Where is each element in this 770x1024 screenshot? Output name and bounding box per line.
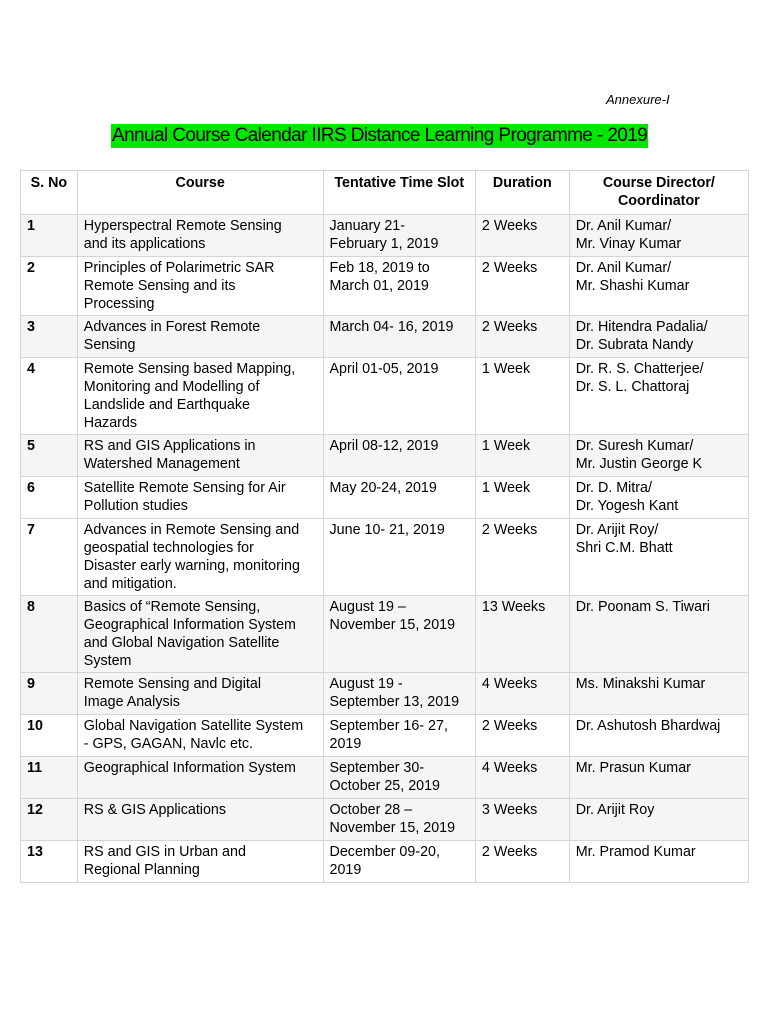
cell-director: Dr. Ashutosh Bhardwaj — [569, 715, 748, 757]
cell-sno: 2 — [21, 257, 78, 316]
table-row — [21, 757, 749, 799]
cell-sno: 1 — [21, 215, 78, 257]
header-course: Course — [77, 171, 323, 215]
cell-sno: 11 — [21, 757, 78, 799]
cell-slot: December 09-20, 2019 — [323, 841, 475, 883]
cell-duration: 2 Weeks — [475, 841, 569, 883]
cell-course: Hyperspectral Remote Sensing and its applications — [77, 215, 323, 257]
cell-course: RS and GIS in Urban and Regional Planning — [77, 841, 323, 883]
cell-course: Remote Sensing and Digital Image Analysis — [77, 673, 323, 715]
cell-course: RS and GIS Applications in Watershed Management — [77, 435, 323, 477]
cell-duration: 4 Weeks — [475, 757, 569, 799]
cell-sno: 5 — [21, 435, 78, 477]
cell-sno: 3 — [21, 316, 78, 358]
table-row — [21, 316, 749, 358]
page-title: Annual Course Calendar IIRS Distance Learning Programme - 2019 — [112, 125, 648, 146]
cell-duration: 2 Weeks — [475, 257, 569, 316]
cell-sno: 10 — [21, 715, 78, 757]
cell-sno: 7 — [21, 519, 78, 596]
cell-duration: 2 Weeks — [475, 215, 569, 257]
cell-director: Dr. Arijit Roy — [569, 799, 748, 841]
table-row — [21, 715, 749, 757]
cell-director: Dr. Arijit Roy/ Shri C.M. Bhatt — [569, 519, 748, 596]
cell-duration: 4 Weeks — [475, 673, 569, 715]
cell-sno: 6 — [21, 477, 78, 519]
cell-course: Global Navigation Satellite System - GPS, GAGAN, Navlc etc. — [77, 715, 323, 757]
cell-slot: April 01-05, 2019 — [323, 358, 475, 435]
cell-duration: 1 Week — [475, 435, 569, 477]
header-sno: S. No — [21, 171, 78, 215]
header-duration: Duration — [475, 171, 569, 215]
table-row — [21, 519, 749, 596]
cell-director: Dr. R. S. Chatterjee/ Dr. S. L. Chattoraj — [569, 358, 748, 435]
header-slot: Tentative Time Slot — [323, 171, 475, 215]
cell-slot: January 21- February 1, 2019 — [323, 215, 475, 257]
cell-slot: September 16- 27, 2019 — [323, 715, 475, 757]
cell-duration: 2 Weeks — [475, 316, 569, 358]
cell-slot: August 19 – November 15, 2019 — [323, 596, 475, 673]
cell-slot: September 30- October 25, 2019 — [323, 757, 475, 799]
annexure-label: Annexure-I — [606, 92, 670, 107]
cell-slot: June 10- 21, 2019 — [323, 519, 475, 596]
table-row — [21, 435, 749, 477]
cell-slot: October 28 – November 15, 2019 — [323, 799, 475, 841]
cell-course: Satellite Remote Sensing for Air Pollution studies — [77, 477, 323, 519]
table-row — [21, 358, 749, 435]
table-row — [21, 596, 749, 673]
cell-duration: 3 Weeks — [475, 799, 569, 841]
table-row — [21, 673, 749, 715]
cell-course: RS & GIS Applications — [77, 799, 323, 841]
cell-director: Dr. Hitendra Padalia/ Dr. Subrata Nandy — [569, 316, 748, 358]
cell-slot: March 04- 16, 2019 — [323, 316, 475, 358]
cell-duration: 2 Weeks — [475, 519, 569, 596]
cell-course: Advances in Forest Remote Sensing — [77, 316, 323, 358]
cell-sno: 13 — [21, 841, 78, 883]
cell-director: Mr. Pramod Kumar — [569, 841, 748, 883]
cell-course: Remote Sensing based Mapping, Monitoring and Modelling of Landslide and Earthquake Hazards — [77, 358, 323, 435]
table-row — [21, 799, 749, 841]
cell-sno: 9 — [21, 673, 78, 715]
cell-duration: 1 Week — [475, 358, 569, 435]
cell-slot: May 20-24, 2019 — [323, 477, 475, 519]
table-row — [21, 215, 749, 257]
table-row — [21, 257, 749, 316]
cell-director: Dr. Anil Kumar/ Mr. Shashi Kumar — [569, 257, 748, 316]
cell-sno: 12 — [21, 799, 78, 841]
table-row — [21, 477, 749, 519]
cell-slot: April 08-12, 2019 — [323, 435, 475, 477]
cell-duration: 1 Week — [475, 477, 569, 519]
cell-director: Dr. Suresh Kumar/ Mr. Justin George K — [569, 435, 748, 477]
cell-course: Geographical Information System — [77, 757, 323, 799]
table-row — [21, 841, 749, 883]
cell-course: Basics of “Remote Sensing, Geographical Information System and Global Navigation Satellite System — [77, 596, 323, 673]
cell-sno: 8 — [21, 596, 78, 673]
course-calendar-table — [20, 170, 749, 883]
cell-director: Dr. D. Mitra/ Dr. Yogesh Kant — [569, 477, 748, 519]
cell-course: Principles of Polarimetric SAR Remote Sensing and its Processing — [77, 257, 323, 316]
cell-director: Ms. Minakshi Kumar — [569, 673, 748, 715]
header-director: Course Director/ Coordinator — [569, 171, 748, 215]
cell-director: Dr. Anil Kumar/ Mr. Vinay Kumar — [569, 215, 748, 257]
cell-duration: 2 Weeks — [475, 715, 569, 757]
cell-duration: 13 Weeks — [475, 596, 569, 673]
cell-director: Mr. Prasun Kumar — [569, 757, 748, 799]
cell-course: Advances in Remote Sensing and geospatial technologies for Disaster early warning, monitoring and mitigation. — [77, 519, 323, 596]
cell-slot: Feb 18, 2019 to March 01, 2019 — [323, 257, 475, 316]
cell-sno: 4 — [21, 358, 78, 435]
cell-slot: August 19 - September 13, 2019 — [323, 673, 475, 715]
cell-director: Dr. Poonam S. Tiwari — [569, 596, 748, 673]
table-header-row — [21, 171, 749, 215]
